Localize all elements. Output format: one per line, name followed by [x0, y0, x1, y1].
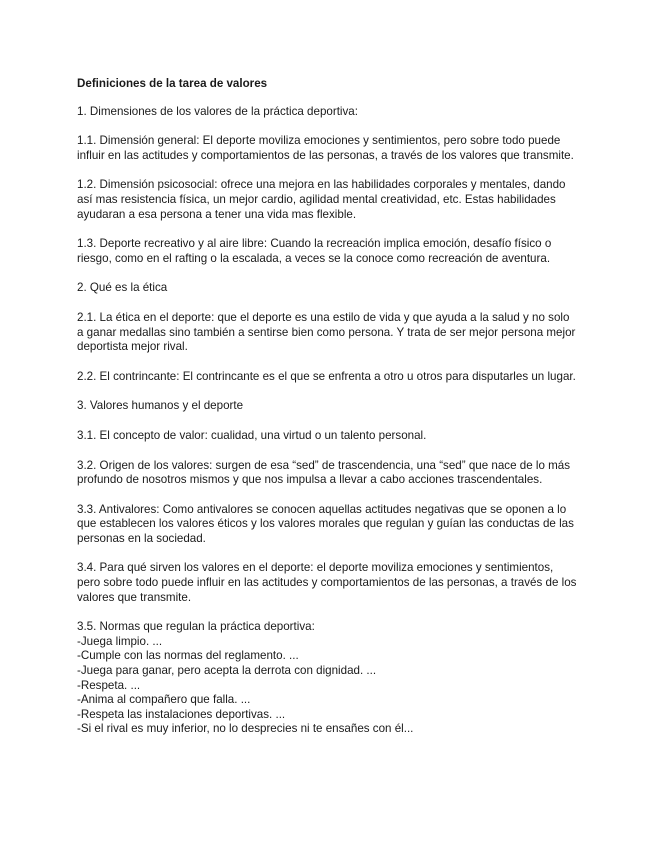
- norm-item: -Respeta las instalaciones deportivas. ...: [77, 707, 286, 721]
- section-heading-2: 2. Qué es la ética: [77, 281, 168, 295]
- paragraph-3-2: 3.2. Origen de los valores: surgen de esa “sed” de trascendencia, una “sed” que nace de lo más profundo de nosotros mismos y que nos impulsa a llevar a cabo acciones trascendentales.: [77, 458, 571, 487]
- paragraph-1-2: 1.2. Dimensión psicosocial: ofrece una mejora en las habilidades corporales y mentales, dando así mas resistencia física, un mejor cardio, agilidad mental creatividad, etc. Estas habilidades ayudaran a esa persona a tener una vida mas flexible.: [77, 178, 566, 221]
- norm-item: -Juega para ganar, pero acepta la derrota con dignidad. ...: [77, 664, 377, 678]
- document-title: Definiciones de la tarea de valores: [77, 77, 268, 90]
- norm-item: -Anima al compañero que falla. ...: [77, 693, 251, 707]
- paragraph-1-1: 1.1. Dimensión general: El deporte moviliza emociones y sentimientos, pero sobre todo puede influir en las actitudes y comportamientos de las personas, a través de los valores que transmite.: [77, 134, 574, 162]
- document-body: [77, 77, 577, 737]
- norm-item: -Juega limpio. ...: [77, 634, 163, 648]
- paragraph-3-3: 3.3. Antivalores: Como antivalores se conocen aquellas actitudes negativas que se oponen a lo que establecen los valores éticos y los valores morales que regulan y guían las conductas de las personas en la sociedad.: [77, 502, 574, 545]
- norm-item: -Si el rival es muy inferior, no lo desprecies ni te ensañes con él...: [77, 722, 414, 736]
- paragraph-2-2: 2.2. El contrincante: El contrincante es el que se enfrenta a otro u otros para disputarles un lugar.: [77, 369, 576, 383]
- norms-heading: 3.5. Normas que regulan la práctica deportiva:: [77, 620, 315, 634]
- norms-section: [77, 620, 577, 737]
- section-heading-3: 3. Valores humanos y el deporte: [77, 399, 244, 413]
- norms-list: [77, 635, 577, 737]
- paragraph-1-3: 1.3. Deporte recreativo y al aire libre: Cuando la recreación implica emoción, desafío físico o riesgo, como en el rafting o la escalada, a veces se la conoce como recreación de aventura.: [77, 237, 552, 265]
- section-heading-1: 1. Dimensiones de los valores de la práctica deportiva:: [77, 104, 358, 118]
- norm-item: -Cumple con las normas del reglamento. ...: [77, 649, 299, 663]
- norm-item: -Respeta. ...: [77, 678, 141, 692]
- paragraph-2-1: 2.1. La ética en el deporte: que el deporte es una estilo de vida y que ayuda a la salud y no solo a ganar medallas sino también a sentirse bien como persona. Y trata de ser mejor persona mejor deportista mejor rival.: [77, 310, 576, 354]
- paragraph-3-1: 3.1. El concepto de valor: cualidad, una virtud o un talento personal.: [77, 428, 427, 442]
- paragraph-3-4: 3.4. Para qué sirven los valores en el deporte: el deporte moviliza emociones y sentimientos, pero sobre todo puede influir en las actitudes y comportamientos de las personas, a través de los valores que transmite.: [77, 561, 577, 604]
